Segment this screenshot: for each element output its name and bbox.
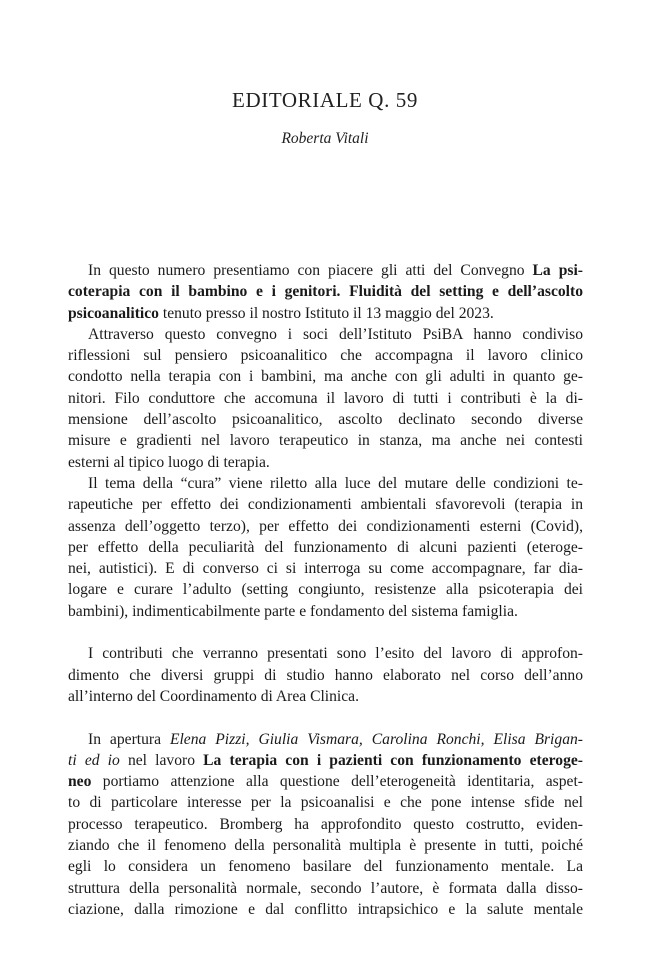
text-line bbox=[68, 835, 583, 856]
text-line bbox=[68, 878, 583, 899]
text-run: nitori. Filo conduttore che accomuna il lavoro di tutti i contributi è la di- bbox=[68, 389, 583, 407]
body-text bbox=[68, 260, 583, 920]
text-line bbox=[68, 388, 583, 409]
bold-text: neo bbox=[68, 773, 92, 791]
text-run: In apertura bbox=[88, 730, 170, 748]
text-line bbox=[68, 792, 583, 813]
text-run: struttura della personalità normale, secondo l’autore, è formata dalla disso- bbox=[68, 879, 583, 897]
text-run: I contributi che verranno presentati sono l’esito del lavoro di approfon- bbox=[88, 645, 583, 663]
text-run: rapeutiche per effetto dei condizionamenti ambientali sfavorevoli (terapia in bbox=[68, 496, 583, 514]
text-line bbox=[68, 601, 583, 622]
text-run: all’interno del Coordinamento di Area Clinica. bbox=[68, 687, 360, 705]
text-line bbox=[68, 643, 583, 664]
paragraph-gap bbox=[68, 622, 583, 643]
italic-text: ti ed io bbox=[68, 751, 120, 769]
paragraph bbox=[68, 260, 583, 324]
text-run: Attraverso questo convegno i soci dell’Istituto PsiBA hanno condiviso bbox=[88, 325, 583, 343]
text-line bbox=[68, 366, 583, 387]
text-line bbox=[68, 452, 583, 473]
text-line bbox=[68, 281, 583, 302]
bold-text: La terapia con i pazienti con funzionamento eteroge- bbox=[203, 751, 583, 769]
text-line bbox=[68, 473, 583, 494]
text-run: ziando che il fenomeno della personalità multipla è presente in tutti, poiché bbox=[68, 837, 583, 855]
author-name: Roberta Vitali bbox=[281, 130, 369, 147]
text-line bbox=[68, 750, 583, 771]
text-run: esterni al tipico luogo di terapia. bbox=[68, 453, 270, 471]
text-line bbox=[68, 409, 583, 430]
bold-text: psicoanalitico bbox=[68, 304, 159, 322]
text-run: mensione dell’ascolto psicoanalitico, ascolto declinato secondo diverse bbox=[68, 411, 583, 429]
text-line bbox=[68, 516, 583, 537]
text-run: Il tema della “cura” viene riletto alla luce del mutare delle condizioni te- bbox=[88, 474, 583, 492]
text-line bbox=[68, 579, 583, 600]
paragraph bbox=[68, 643, 583, 707]
text-line bbox=[68, 324, 583, 345]
text-line bbox=[68, 771, 583, 792]
text-line bbox=[68, 665, 583, 686]
page-title: EDITORIALE Q. 59 bbox=[232, 88, 418, 112]
text-line bbox=[68, 430, 583, 451]
text-run: assenza dell’oggetto terzo), per effetto dei condizionamenti esterni (Covid), bbox=[68, 517, 583, 535]
text-line bbox=[68, 814, 583, 835]
text-run: nel lavoro bbox=[119, 751, 204, 769]
text-run: In questo numero presentiamo con piacere gli atti del Convegno bbox=[88, 262, 533, 279]
text-run: processo terapeutico. Bromberg ha approfondito questo costrutto, eviden- bbox=[68, 815, 583, 833]
text-line bbox=[68, 856, 583, 877]
text-run: tenuto presso il nostro Istituto il 13 maggio del 2023. bbox=[158, 304, 494, 322]
bold-text: La psi- bbox=[532, 262, 583, 279]
text-line bbox=[68, 260, 583, 281]
text-line bbox=[68, 729, 583, 750]
text-run: per effetto della peculiarità del funzionamento di alcuni pazienti (eteroge- bbox=[68, 538, 583, 556]
text-line bbox=[68, 558, 583, 579]
paragraph-gap bbox=[68, 707, 583, 728]
paragraph bbox=[68, 729, 583, 921]
text-run: portiamo attenzione alla questione dell’eterogeneità identitaria, aspet- bbox=[91, 773, 583, 791]
text-line bbox=[68, 345, 583, 366]
text-line bbox=[68, 899, 583, 920]
text-run: dimento che diversi gruppi di studio hanno elaborato nel corso dell’anno bbox=[68, 666, 583, 684]
bold-text: coterapia con il bambino e i genitori. Fluidità del setting e dell’ascolto bbox=[68, 283, 583, 301]
italic-text: Elena Pizzi, Giulia Vismara, Carolina Ronchi, Elisa Brigan- bbox=[169, 730, 583, 748]
text-run: bambini), indimenticabilmente parte e fondamento del sistema famiglia. bbox=[68, 602, 518, 620]
paragraph bbox=[68, 473, 583, 622]
text-run: riflessioni sul pensiero psicoanalitico che accompagna il lavoro clinico bbox=[68, 347, 583, 365]
text-line bbox=[68, 494, 583, 515]
text-run: egli lo considera un fenomeno basilare del funzionamento mentale. La bbox=[68, 858, 583, 876]
text-run: to di particolare interesse per la psicoanalisi e che pone intense sfide nel bbox=[68, 794, 583, 812]
text-line bbox=[68, 537, 583, 558]
text-run: nei, autistici). E di converso ci si interroga su come accompagnare, far dia- bbox=[68, 560, 583, 578]
text-run: logare e curare l’adulto (setting congiunto, resistenze alla psicoterapia dei bbox=[68, 581, 583, 599]
text-line bbox=[68, 686, 583, 707]
paragraph bbox=[68, 324, 583, 473]
text-run: ciazione, dalla rimozione e dal conflitto intrapsichico e la salute mentale bbox=[68, 900, 583, 918]
text-run: condotto nella terapia con i bambini, ma anche con gli adulti in quanto ge- bbox=[68, 368, 583, 386]
text-line bbox=[68, 303, 583, 324]
text-run: misure e gradienti nel lavoro terapeutico in stanza, ma anche nei contesti bbox=[68, 432, 583, 450]
